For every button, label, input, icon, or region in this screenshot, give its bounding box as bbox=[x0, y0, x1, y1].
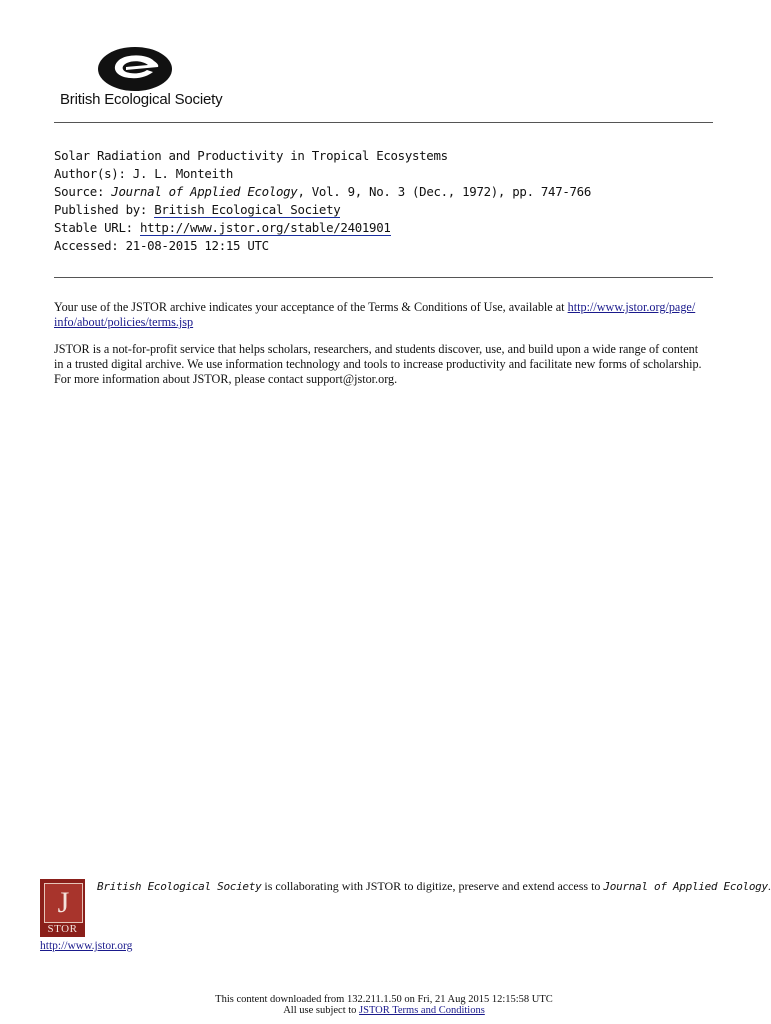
about-line-2: in a trusted digital archive. We use information technology and tools to increase productivity and facilitate new forms of scholarship. bbox=[54, 357, 702, 371]
source-details: , Vol. 9, No. 3 (Dec., 1972), pp. 747-766 bbox=[297, 184, 592, 199]
source-label: Source: bbox=[54, 184, 105, 199]
accessed-value: 21-08-2015 12:15 UTC bbox=[125, 238, 269, 253]
jstor-logo-glyph: J bbox=[57, 886, 70, 919]
collab-journal: Journal of Applied Ecology bbox=[603, 880, 768, 893]
terms-paragraph bbox=[54, 300, 724, 330]
jstor-logo-icon[interactable] bbox=[40, 879, 85, 937]
publisher-link[interactable]: British Ecological Society bbox=[154, 202, 341, 217]
collab-end: . bbox=[767, 879, 771, 893]
jstor-url-link[interactable]: http://www.jstor.org bbox=[40, 940, 133, 952]
terms-link-part2[interactable]: info/about/policies/terms.jsp bbox=[54, 315, 194, 329]
bes-logo-icon bbox=[96, 46, 174, 92]
authors-line bbox=[54, 165, 233, 183]
stable-url-link[interactable]: http://www.jstor.org/stable/2401901 bbox=[139, 220, 391, 235]
about-paragraph bbox=[54, 342, 724, 387]
jstor-url bbox=[40, 940, 132, 952]
stable-url-line bbox=[54, 219, 391, 237]
terms-link-part1[interactable]: http://www.jstor.org/page/ bbox=[567, 300, 696, 314]
authors-label: Author(s): bbox=[54, 166, 126, 181]
accessed-line bbox=[54, 237, 269, 255]
jstor-logo-word: STOR bbox=[47, 923, 78, 935]
terms-text: Your use of the JSTOR archive indicates your acceptance of the Terms & Conditions of Use, available at bbox=[54, 300, 565, 314]
society-logo-text: British Ecological Society bbox=[60, 91, 223, 108]
publisher-line bbox=[54, 201, 340, 219]
collab-middle: is collaborating with JSTOR to digitize, preserve and extend access to bbox=[261, 879, 604, 893]
source-journal: Journal of Applied Ecology bbox=[111, 184, 298, 199]
terms-notice bbox=[0, 1005, 768, 1016]
collaboration-statement bbox=[97, 879, 771, 894]
source-line bbox=[54, 183, 591, 201]
stable-url-label: Stable URL: bbox=[54, 220, 133, 235]
publisher-label: Published by: bbox=[54, 202, 148, 217]
about-line-3: For more information about JSTOR, please contact support@jstor.org. bbox=[54, 372, 398, 386]
authors-value: J. L. Monteith bbox=[132, 166, 234, 181]
article-title: Solar Radiation and Productivity in Tropical Ecosystems bbox=[54, 148, 448, 163]
divider-top bbox=[54, 122, 713, 123]
jstor-logo-panel bbox=[44, 883, 83, 923]
divider-middle bbox=[54, 277, 713, 278]
jstor-terms-link[interactable]: JSTOR Terms and Conditions bbox=[359, 1005, 485, 1016]
collab-society: British Ecological Society bbox=[97, 880, 262, 893]
accessed-label: Accessed: bbox=[54, 238, 119, 253]
terms-notice-prefix: All use subject to bbox=[283, 1005, 360, 1016]
about-line-1: JSTOR is a not-for-profit service that helps scholars, researchers, and students discover, use, and build upon a wide range of content bbox=[54, 342, 699, 356]
download-notice: This content downloaded from 132.211.1.50 on Fri, 21 Aug 2015 12:15:58 UTC bbox=[215, 994, 553, 1005]
